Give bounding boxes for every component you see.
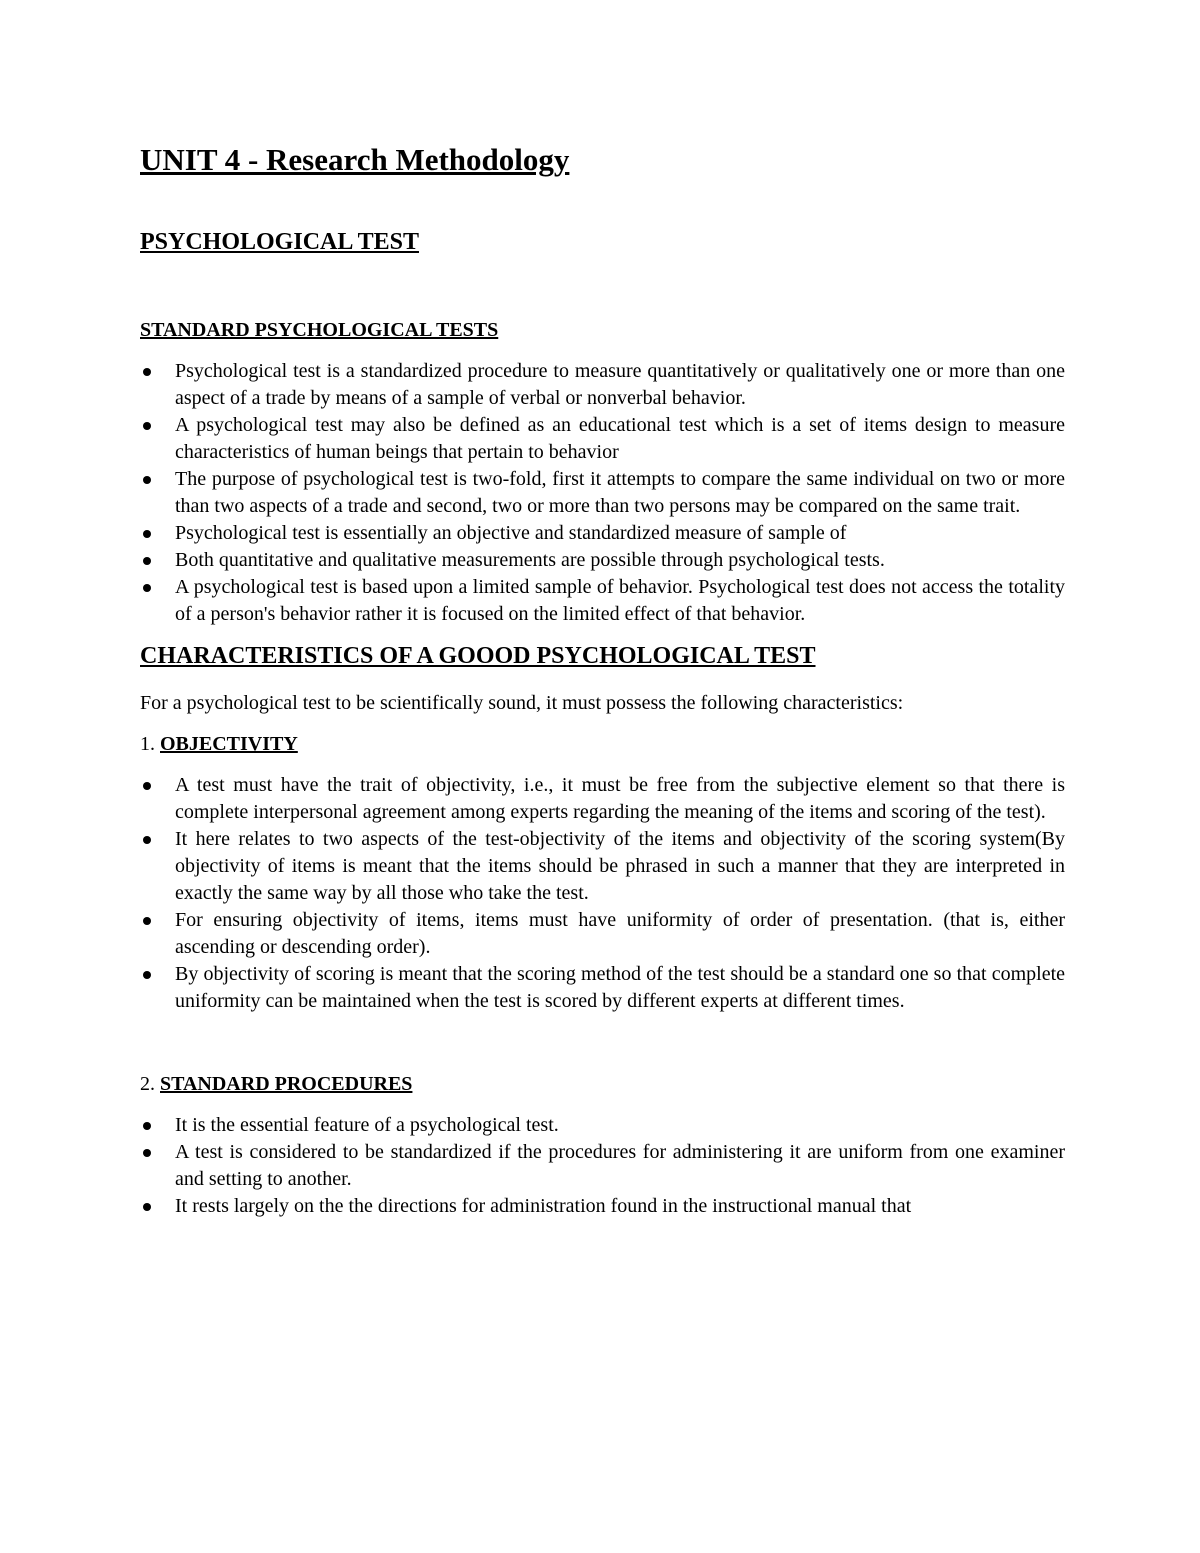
bullet-icon [143,1149,151,1157]
list-item: A psychological test may also be defined as an educational test which is a set of items design to measure characteristics of human beings that pertain to behavior [140,412,1065,466]
section-heading-psychological-test: PSYCHOLOGICAL TEST [140,229,419,255]
bullet-icon [143,782,151,790]
bullet-icon [143,368,151,376]
bullet-list-standard-procedures [140,1112,1065,1220]
bullet-icon [143,917,151,925]
bullet-icon [143,557,151,565]
list-item: Both quantitative and qualitative measurements are possible through psychological tests. [140,547,1065,574]
section-heading-characteristics: CHARACTERISTICS OF A GOOOD PSYCHOLOGICAL TEST [140,643,816,669]
document-title: UNIT 4 - Research Methodology [140,142,570,177]
list-item: It is the essential feature of a psychological test. [140,1112,1065,1139]
bullet-list-objectivity [140,772,1065,1015]
list-item: It rests largely on the the directions for administration found in the instructional manual that [140,1193,1065,1220]
bullet-icon [143,836,151,844]
list-item: Psychological test is essentially an objective and standardized measure of sample of [140,520,1065,547]
list-item: A test is considered to be standardized if the procedures for administering it are uniform from one examiner and setting to another. [140,1139,1065,1193]
list-item: It here relates to two aspects of the test-objectivity of the items and objectivity of the scoring system(By objectivity of items is meant that the items should be phrased in such a manner that they are interpreted in exactly the same way by all those who take the test. [140,826,1065,907]
list-item: For ensuring objectivity of items, items must have uniformity of order of presentation. (that is, either ascending or descending order). [140,907,1065,961]
bullet-icon [143,476,151,484]
bullet-icon [143,971,151,979]
list-item: Psychological test is a standardized procedure to measure quantitatively or qualitatively one or more than one aspect of a trade by means of a sample of verbal or nonverbal behavior. [140,358,1065,412]
bullet-icon [143,422,151,430]
bullet-icon [143,584,151,592]
bullet-icon [143,1122,151,1130]
list-item: A psychological test is based upon a limited sample of behavior. Psychological test does not access the totality of a person's behavior rather it is focused on the limited effect of that behavior. [140,574,1065,628]
bullet-icon [143,1203,151,1211]
list-item: The purpose of psychological test is two-fold, first it attempts to compare the same individual on two or more than two aspects of a trade and second, two or more than two persons may be compared on the same trait. [140,466,1065,520]
list-item: By objectivity of scoring is meant that the scoring method of the test should be a standard one so that complete uniformity can be maintained when the test is scored by different experts at different times. [140,961,1065,1015]
document-page [140,138,1065,1220]
list-item: A test must have the trait of objectivity, i.e., it must be free from the subjective element so that there is complete interpersonal agreement among experts regarding the meaning of the items and scoring of the test). [140,772,1065,826]
bullet-icon [143,530,151,538]
intro-paragraph: For a psychological test to be scientifically sound, it must possess the following characteristics: [140,692,904,714]
numbered-heading-objectivity: 1. OBJECTIVITY [140,733,298,755]
bullet-list-standard-tests [140,358,1065,628]
subheading-standard-tests: STANDARD PSYCHOLOGICAL TESTS [140,319,499,341]
numbered-heading-standard-procedures: 2. STANDARD PROCEDURES [140,1073,413,1095]
